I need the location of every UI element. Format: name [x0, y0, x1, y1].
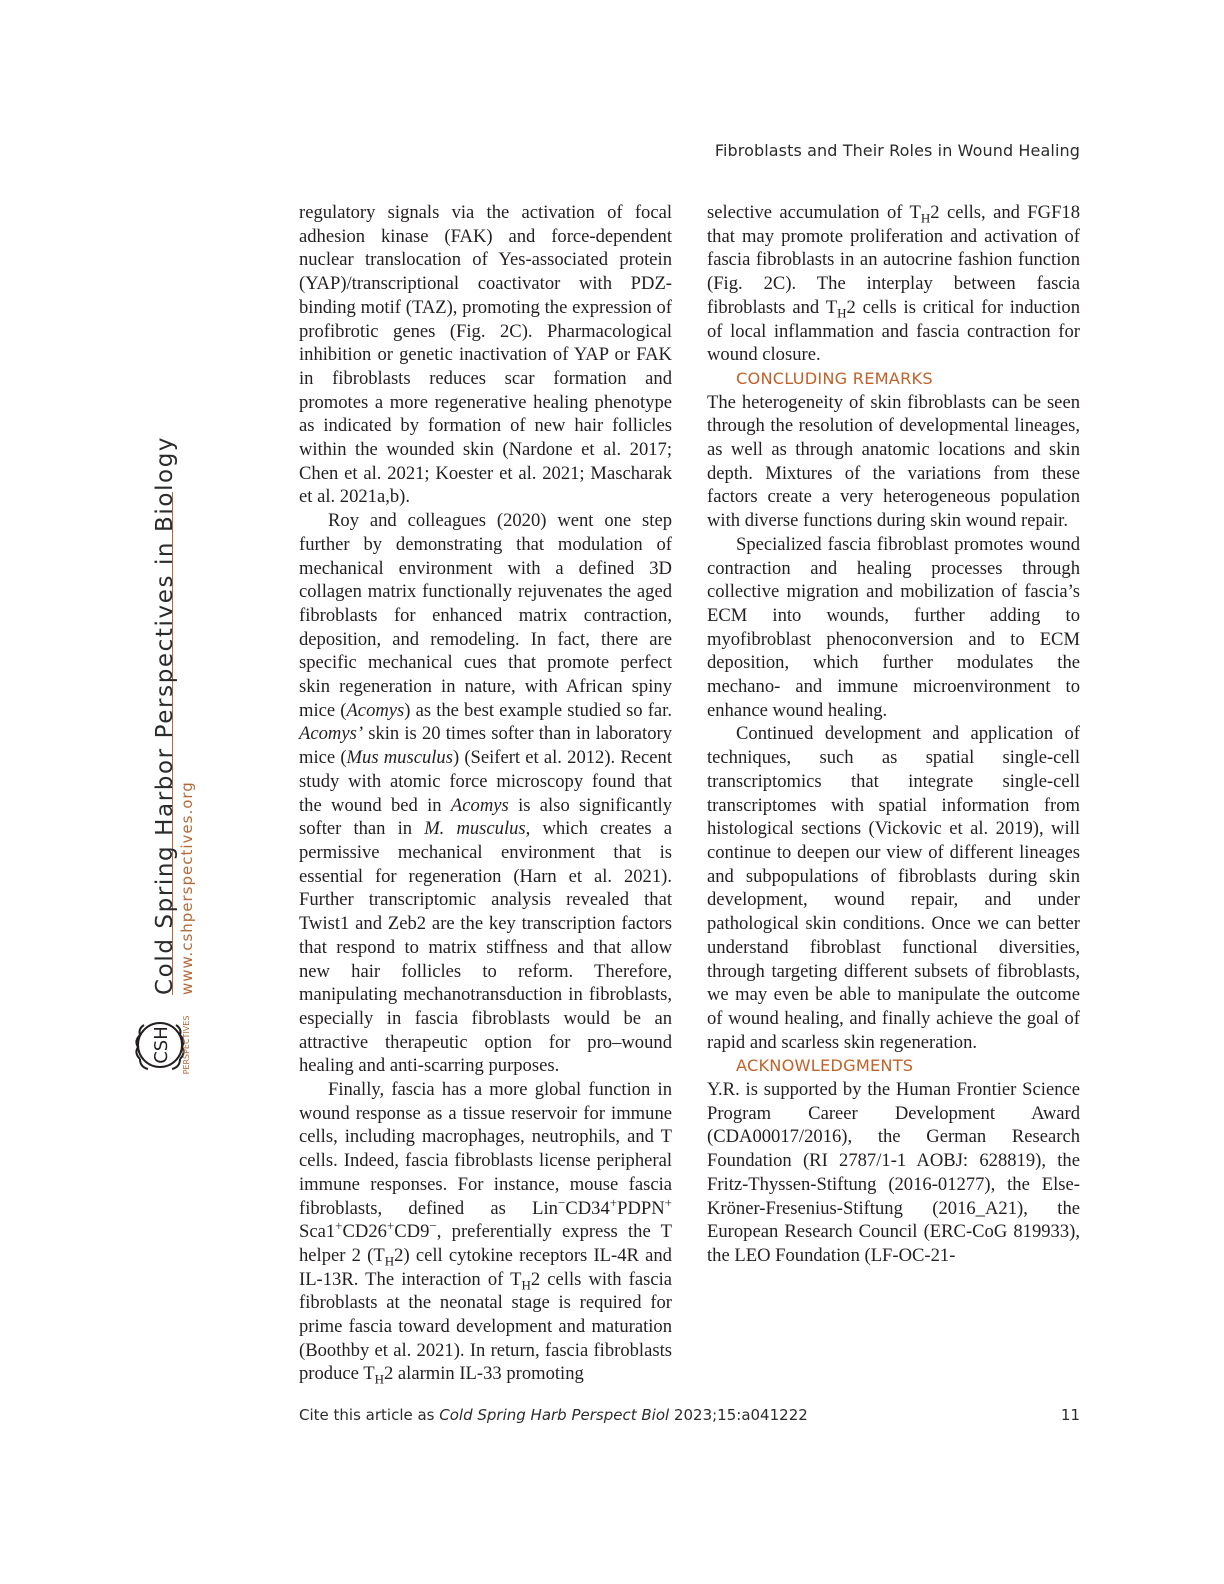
heading-acknowledgments: ACKNOWLEDGMENTS — [736, 1056, 914, 1076]
right-column — [707, 201, 1080, 1268]
paragraph-roy-colleagues: Roy and colleagues (2020) went one step further by demonstrating that modulation of mechanical environment with a defined 3D collagen matrix functionally rejuvenates the aged fibroblasts for enhanced matrix contraction, deposition, and remodeling. In fact, there are specific mechanical cues that promote perfect skin regeneration in nature, with African spiny mice (Acomys) as the best example studied so far. Acomys’ skin is 20 times softer than in laboratory mice (Mus musculus) (Seifert et al. 2012). Recent study with atomic force microscopy found that the wound bed in Acomys is also significantly softer than in M. musculus, which creates a permissive mechanical environment that is essential for regeneration (Harn et al. 2021). Further transcriptomic analysis revealed that Twist1 and Zeb2 are the key transcription factors that respond to matrix stiffness and that allow new hair follicles to reform. Therefore, manipulating mechanotransduction in fibroblasts, especially in fascia fibroblasts would be an attractive therapeutic option for pro–wound healing and anti-scarring purposes. — [299, 510, 673, 1077]
logo-subtext: PERSPECTIVES — [182, 1015, 191, 1075]
left-column — [299, 201, 672, 1386]
page-footer — [299, 1406, 1080, 1424]
logo-text: CSH — [151, 1026, 172, 1064]
paragraph-concluding-2: Specialized fascia fibroblast promotes wound contraction and healing processes through collective migration and mobilization of fascia’s ECM into wounds, further adding to myofibroblast phenoconversion and to ECM deposition, which further modulates the mechano- and immune microenvironment to enhance wound healing. — [707, 533, 1080, 721]
sidebar-journal-title: Cold Spring Harbor Perspectives in Biology — [152, 435, 178, 995]
csh-logo-icon — [130, 1005, 198, 1083]
paragraph-acknowledgments: Y.R. is supported by the Human Frontier Science Program Career Development Award (CDA00017/2016), the German Research Foundation (RI 2787/1-1 AOBJ: 628819), the Fritz-Thyssen-Stiftung (2016-01277), the Else-Kröner-Fresenius-Stiftung (2016_A21), the European Research Council (ERC-CoG 819933), the LEO Foundation (LF-OC-21- — [707, 1079, 1080, 1266]
page-number: 11 — [1060, 1406, 1080, 1424]
paragraph-concluding-3: Continued development and application of techniques, such as spatial single-cell transcriptomics that integrate single-cell transcriptomes with spatial information from histological sections (Vickovic et al. 2019), will continue to deepen our view of different lineages and subpopulations of fibroblasts during skin development, wound repair, and under pathological skin conditions. Once we can better understand fibroblast functional diversities, through targeting different subsets of fibroblasts, we may even be able to manipulate the outcome of wound healing, and finally achieve the goal of rapid and scarless skin regeneration. — [707, 723, 1080, 1053]
paragraph-concluding-1: The heterogeneity of skin fibroblasts can be seen through the resolution of developmental lineages, as well as through anatomic locations and skin depth. Mixtures of the variations from these factors create a very heterogeneous population with diverse functions during skin wound repair. — [707, 391, 1080, 532]
paragraph-mechanotransduction: regulatory signals via the activation of focal adhesion kinase (FAK) and force-dependent nuclear translocation of Yes-associated protein (YAP)/transcriptional coactivator with PDZ-binding motif (TAZ), promoting the expression of profibrotic genes (Fig. 2C). Pharmacological inhibition or genetic inactivation of YAP or FAK in fibroblasts reduces scar formation and promotes a more regenerative healing phenotype as indicated by formation of new hair follicles within the wounded skin (Nardone et al. 2017; Chen et al. 2021; Koester et al. 2021; Mascharak et al. 2021a,b). — [299, 202, 672, 508]
sidebar-url[interactable]: www.cshperspectives.org — [178, 781, 196, 995]
citation: Cite this article as Cold Spring Harb Perspect Biol 2023;15:a041222 — [299, 1406, 808, 1424]
heading-concluding-remarks: CONCLUDING REMARKS — [736, 368, 933, 388]
paragraph-th2-accumulation: selective accumulation of $T_H2$ cells, and FGF18 that may promote proliferation and activation of fascia fibroblasts in an autocrine fashion function (Fig. 2C). The interplay between fascia fibroblasts and $T_H2$ cells is critical for induction of local inflammation and fascia contraction for wound closure. — [707, 202, 1080, 366]
paragraph-fascia-immune: Finally, fascia has a more global function in wound response as a tissue reservoir for immune cells, including macrophages, neutrophils, and T cells. Indeed, fascia fibroblasts license peripheral immune responses. For instance, mouse fascia fibroblasts, defined as Lin−CD34+PDPN+ Sca1+CD26+CD9−, preferentially express the T helper 2 $(T_H2)$ cell cytokine receptors IL-4R and IL-13R. The interaction of $T_H2$ cells with fascia fibroblasts at the neonatal stage is required for prime fascia toward development and maturation (Boothby et al. 2021). In return, fascia fibroblasts produce $T_H2$ alarmin IL-33 promoting — [299, 1079, 672, 1388]
running-head: Fibroblasts and Their Roles in Wound Healing — [714, 141, 1080, 160]
